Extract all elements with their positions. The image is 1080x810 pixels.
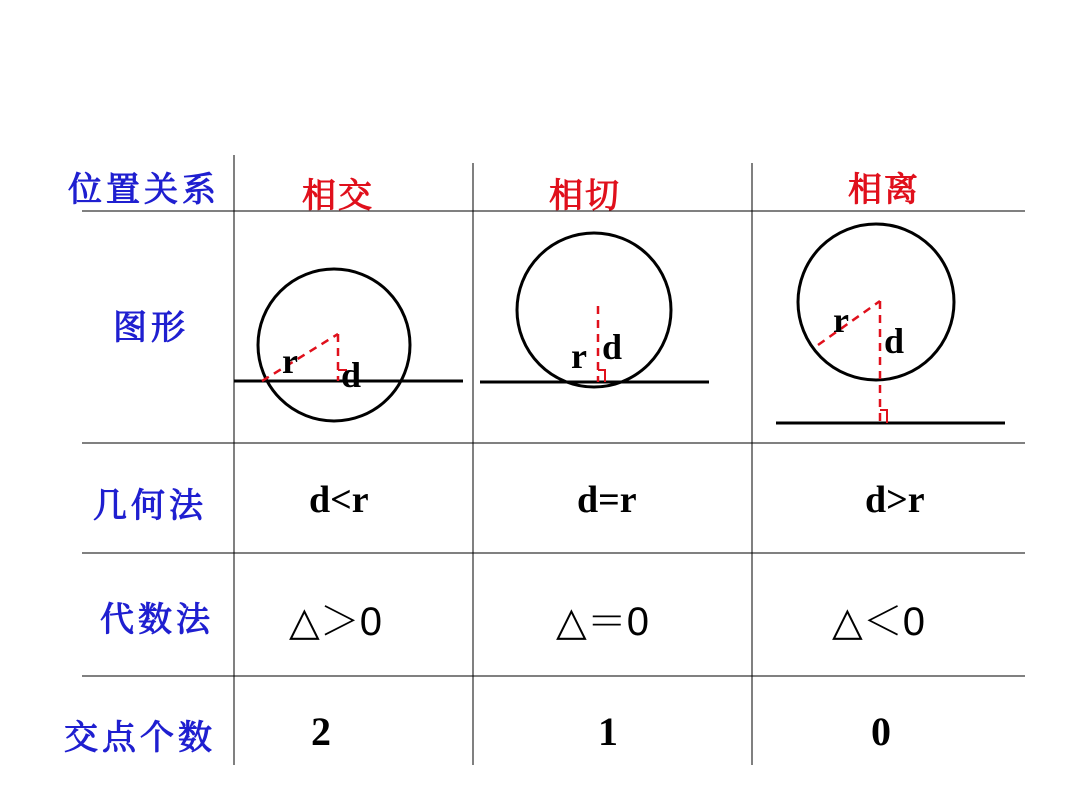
column-header-tangent: 相切 [549, 176, 621, 216]
circle-tangent [517, 233, 671, 387]
geometric-separate: d>r [865, 479, 925, 521]
row-header-figure: 图形 [113, 308, 189, 348]
circle-separate [798, 224, 954, 380]
intersections-tangent: 1 [598, 709, 618, 754]
algebraic-separate: △＜0 [832, 600, 926, 644]
figure-tangent [480, 233, 709, 387]
row-header-intersections: 交点个数 [64, 718, 216, 758]
label-d-intersect: d [341, 355, 362, 395]
radius-dashed-separate [818, 301, 880, 345]
row-header-relation: 位置关系 [68, 170, 220, 210]
column-header-separate: 相离 [848, 170, 920, 210]
column-header-intersect: 相交 [302, 176, 374, 216]
algebraic-intersect: △＞0 [289, 600, 383, 644]
label-d-separate: d [884, 321, 905, 361]
row-header-algebraic: 代数法 [100, 600, 214, 640]
intersections-intersect: 2 [311, 709, 331, 754]
label-d-tangent: d [602, 327, 623, 367]
label-r-separate: r [833, 300, 849, 340]
algebraic-tangent: △＝0 [556, 600, 650, 644]
intersections-separate: 0 [871, 709, 891, 754]
geometric-tangent: d=r [577, 479, 637, 521]
label-r-tangent: r [571, 336, 587, 376]
figure-intersect [234, 269, 463, 421]
circle-intersect [258, 269, 410, 421]
geometric-intersect: d<r [309, 479, 369, 521]
radius-dashed-intersect [262, 334, 338, 381]
row-header-geometric: 几何法 [93, 486, 207, 526]
label-r-intersect: r [282, 341, 298, 381]
